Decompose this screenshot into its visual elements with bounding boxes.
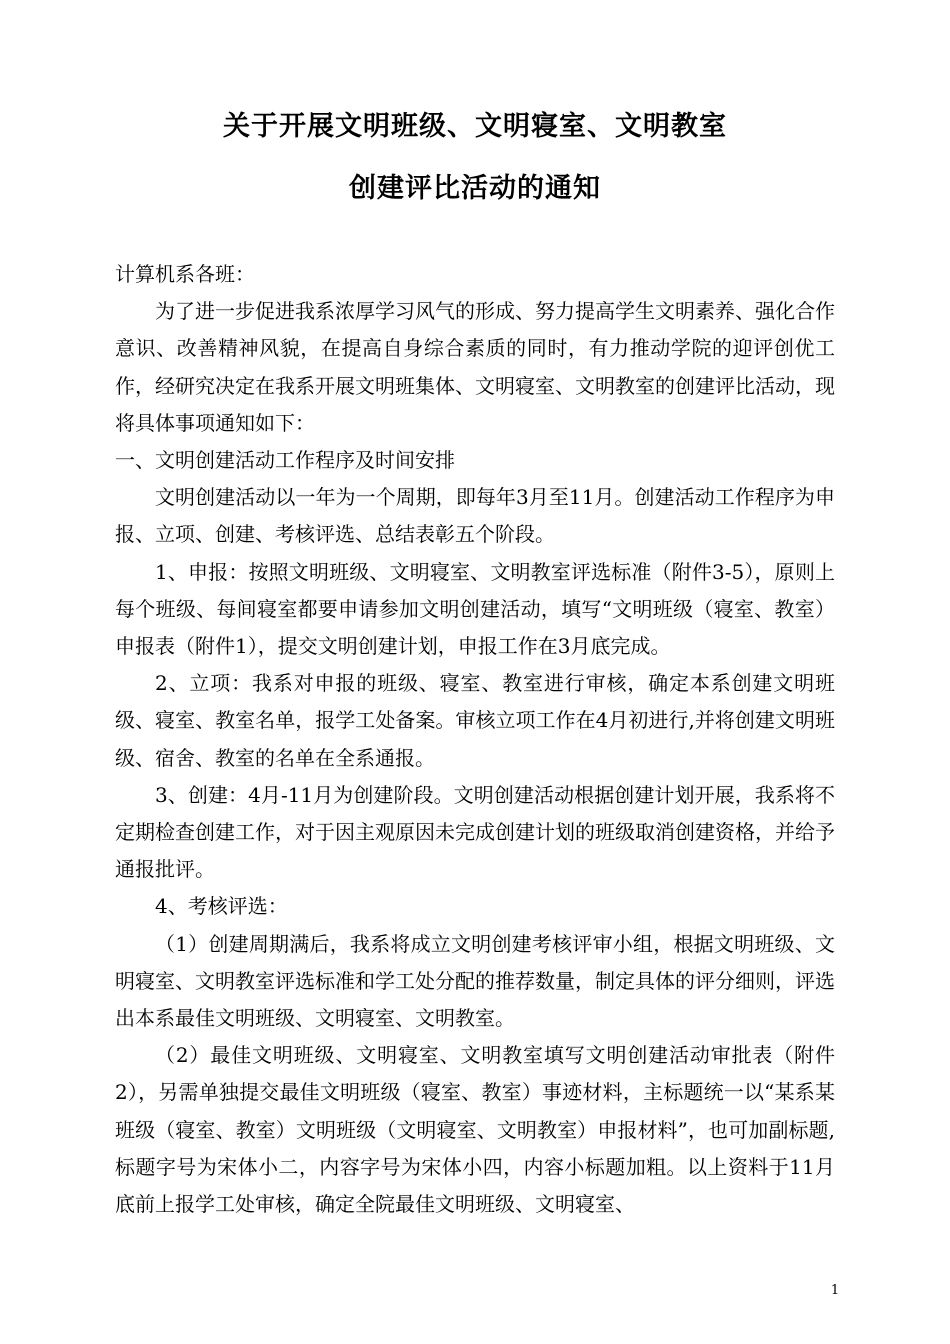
paragraph-apply: 1、申报：按照文明班级、文明寝室、文明教室评选标准（附件3-5），原则上每个班级、每间寝室都要申请参加文明创建活动，填写“文明班级（寝室、教室）申报表（附件1），提交文明创建计划，申报工作在3月底完成。 [115, 559, 835, 659]
paragraph-evaluate-1: （1）创建周期满后，我系将成立文明创建考核评审小组，根据文明班级、文明寝室、文明教室评选标准和学工处分配的推荐数量，制定具体的评分细则，评选出本系最佳文明班级、文明寝室、文明教室。 [115, 931, 835, 1031]
paragraph-cycle: 文明创建活动以一年为一个周期，即每年3月至11月。创建活动工作程序为申报、立项、创建、考核评选、总结表彰五个阶段。 [115, 485, 835, 547]
salutation: 计算机系各班： [115, 262, 255, 286]
section-heading-1: 一、文明创建活动工作程序及时间安排 [115, 448, 455, 473]
paragraph-create: 3、创建：4月-11月为创建阶段。文明创建活动根据创建计划开展，我系将不定期检查创建工作，对于因主观原因未完成创建计划的班级取消创建资格，并给予通报批评。 [115, 782, 835, 882]
paragraph-evaluate-heading: 4、考核评选： [155, 894, 288, 919]
page-number: 1 [830, 1283, 840, 1298]
paragraph-intro: 为了进一步促进我系浓厚学习风气的形成、努力提高学生文明素养、强化合作意识、改善精神风貌，在提高自身综合素质的同时，有力推动学院的迎评创优工作，经研究决定在我系开展文明班集体、文明寝室、文明教室的创建评比活动，现将具体事项通知如下： [115, 299, 835, 435]
paragraph-evaluate-2: （2）最佳文明班级、文明寝室、文明教室填写文明创建活动审批表（附件2），另需单独提交最佳文明班级（寝室、教室）事迹材料，主标题统一以“某系某班级（寝室、教室）文明班级（文明寝室、文明教室）申报材料”，也可加副标题,标题字号为宋体小二，内容字号为宋体小四，内容小标题加粗。以上资料于11月底前上报学工处审核，确定全院最佳文明班级、文明寝室、 [115, 1043, 835, 1217]
document-title-line-1: 关于开展文明班级、文明寝室、文明教室 [223, 111, 727, 142]
paragraph-approve: 2、立项：我系对申报的班级、寝室、教室进行审核，确定本系创建文明班级、寝室、教室名单，报学工处备案。审核立项工作在4月初进行,并将创建文明班级、宿舍、教室的名单在全系通报。 [115, 671, 835, 770]
document-title-line-2: 创建评比活动的通知 [349, 173, 601, 204]
document-body [115, 256, 835, 1223]
